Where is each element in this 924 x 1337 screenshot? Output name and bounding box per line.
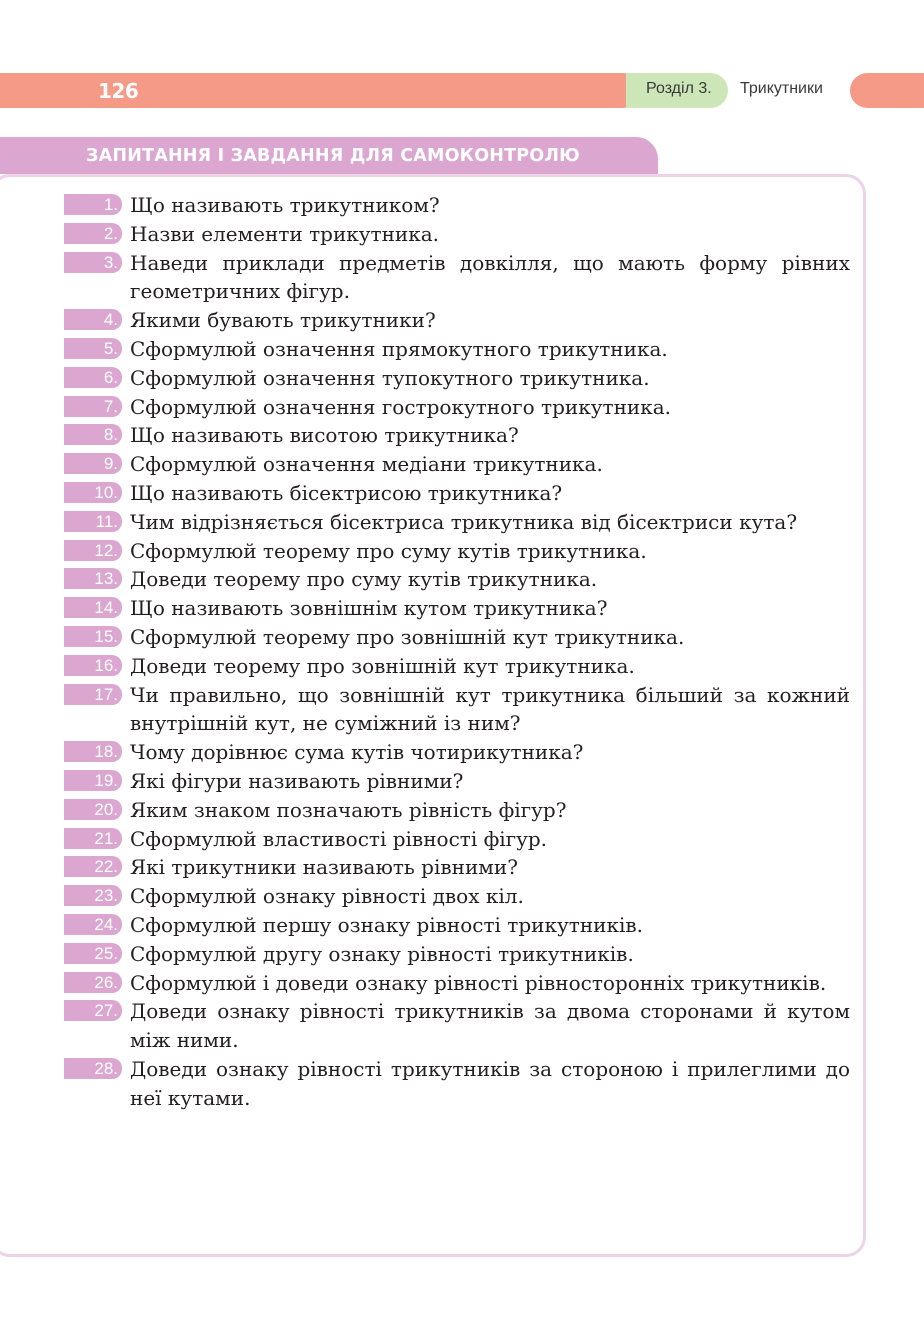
question-text: Що називають висотою трикутника? [130, 423, 519, 448]
question-text: Сформулюй ознаку рівності двох кіл. [130, 884, 524, 909]
question-text: Доведи теорему про суму кутів трикутника. [130, 567, 598, 592]
question-item [0, 450, 924, 479]
question-text: Які трикутники називають рівними? [130, 855, 518, 880]
question-number: 16. [64, 655, 122, 676]
question-item [0, 911, 924, 940]
question-item [0, 882, 924, 911]
question-text: Чим відрізняється бісектриса трикутника від бісектриси кута? [130, 509, 798, 534]
question-text: Сформулюй означення медіани трикутника. [130, 452, 603, 477]
question-number: 27. [64, 1000, 122, 1021]
question-item [0, 825, 924, 854]
question-text: Сформулюй теорему про суму кутів трикутника. [130, 538, 647, 563]
question-number: 1. [64, 194, 122, 215]
question-text: Що називають зовнішнім кутом трикутника? [130, 596, 608, 621]
question-number: 15. [64, 626, 122, 647]
header-bar [0, 73, 640, 108]
question-text: Що називають трикутником? [130, 193, 440, 217]
question-item [0, 220, 924, 249]
question-number: 24. [64, 914, 122, 935]
question-number: 28. [64, 1058, 122, 1079]
section-label: Розділ 3. [646, 80, 712, 97]
question-item [0, 508, 924, 537]
question-item [0, 594, 924, 623]
question-number: 25. [64, 943, 122, 964]
question-number: 18. [64, 741, 122, 762]
question-text: Доведи теорему про зовнішній кут трикутника. [130, 653, 635, 678]
question-text: Чи правильно, що зовнішній кут трикутника більший за кожний внутрішній кут, не суміжний із ним? [130, 682, 850, 736]
question-item [0, 796, 924, 825]
question-item [0, 1055, 924, 1113]
question-number: 26. [64, 972, 122, 993]
question-item [0, 335, 924, 364]
question-number: 4. [64, 309, 122, 330]
question-item [0, 393, 924, 422]
question-number: 22. [64, 856, 122, 877]
question-text: Чому дорівнює сума кутів чотирикутника? [130, 740, 584, 765]
question-text: Сформулюй теорему про зовнішній кут трикутника. [130, 624, 685, 649]
question-number: 9. [64, 453, 122, 474]
question-item [0, 652, 924, 681]
question-item [0, 479, 924, 508]
question-text: Назви елементи трикутника. [130, 221, 440, 246]
question-text: Які фігури називають рівними? [130, 768, 464, 793]
question-text: Якими бувають трикутники? [130, 308, 436, 333]
question-item [0, 249, 924, 307]
question-text: Сформулюй означення тупокутного трикутника. [130, 365, 650, 390]
question-number: 2. [64, 223, 122, 244]
question-item [0, 940, 924, 969]
question-text: Сформулюй другу ознаку рівності трикутників. [130, 941, 634, 966]
question-item [0, 306, 924, 335]
question-number: 23. [64, 885, 122, 906]
question-item [0, 191, 924, 220]
header-decoration-bar [850, 73, 924, 108]
question-number: 17. [64, 684, 122, 705]
question-item [0, 997, 924, 1055]
question-number: 8. [64, 424, 122, 445]
question-text: Сформулюй і доведи ознаку рівності рівносторонніх трикутників. [130, 970, 827, 995]
chapter-title: Трикутники [740, 80, 823, 97]
section-title: ЗАПИТАННЯ І ЗАВДАННЯ ДЛЯ САМОКОНТРОЛЮ [86, 146, 580, 166]
question-item [0, 681, 924, 739]
question-number: 21. [64, 828, 122, 849]
question-item [0, 738, 924, 767]
question-item [0, 853, 924, 882]
question-item [0, 421, 924, 450]
question-text: Сформулюй означення гострокутного трикутника. [130, 394, 672, 419]
question-number: 11. [64, 511, 122, 532]
question-text: Доведи ознаку рівності трикутників за двома сторонами й кутом між ними. [130, 999, 850, 1053]
question-text: Доведи ознаку рівності трикутників за стороною і прилеглими до неї кутами. [130, 1056, 850, 1110]
question-item [0, 623, 924, 652]
question-number: 10. [64, 482, 122, 503]
question-item [0, 565, 924, 594]
question-number: 3. [64, 252, 122, 273]
question-text: Сформулюй властивості рівності фігур. [130, 826, 548, 851]
page-number: 126 [98, 79, 139, 103]
question-number: 20. [64, 799, 122, 820]
question-number: 14. [64, 597, 122, 618]
question-item [0, 537, 924, 566]
question-number: 12. [64, 540, 122, 561]
question-number: 19. [64, 770, 122, 791]
question-number: 6. [64, 367, 122, 388]
question-number: 5. [64, 338, 122, 359]
question-number: 13. [64, 568, 122, 589]
question-text: Сформулюй першу ознаку рівності трикутників. [130, 912, 643, 937]
question-text: Сформулюй означення прямокутного трикутника. [130, 336, 668, 361]
question-item [0, 364, 924, 393]
question-list [0, 191, 924, 1113]
question-text: Що називають бісектрисою трикутника? [130, 480, 563, 505]
question-number: 7. [64, 396, 122, 417]
question-text: Наведи приклади предметів довкілля, що мають форму рівних геометричних фігур. [130, 250, 850, 304]
question-item [0, 767, 924, 796]
question-text: Яким знаком позначають рівність фігур? [130, 797, 567, 822]
question-item [0, 969, 924, 998]
